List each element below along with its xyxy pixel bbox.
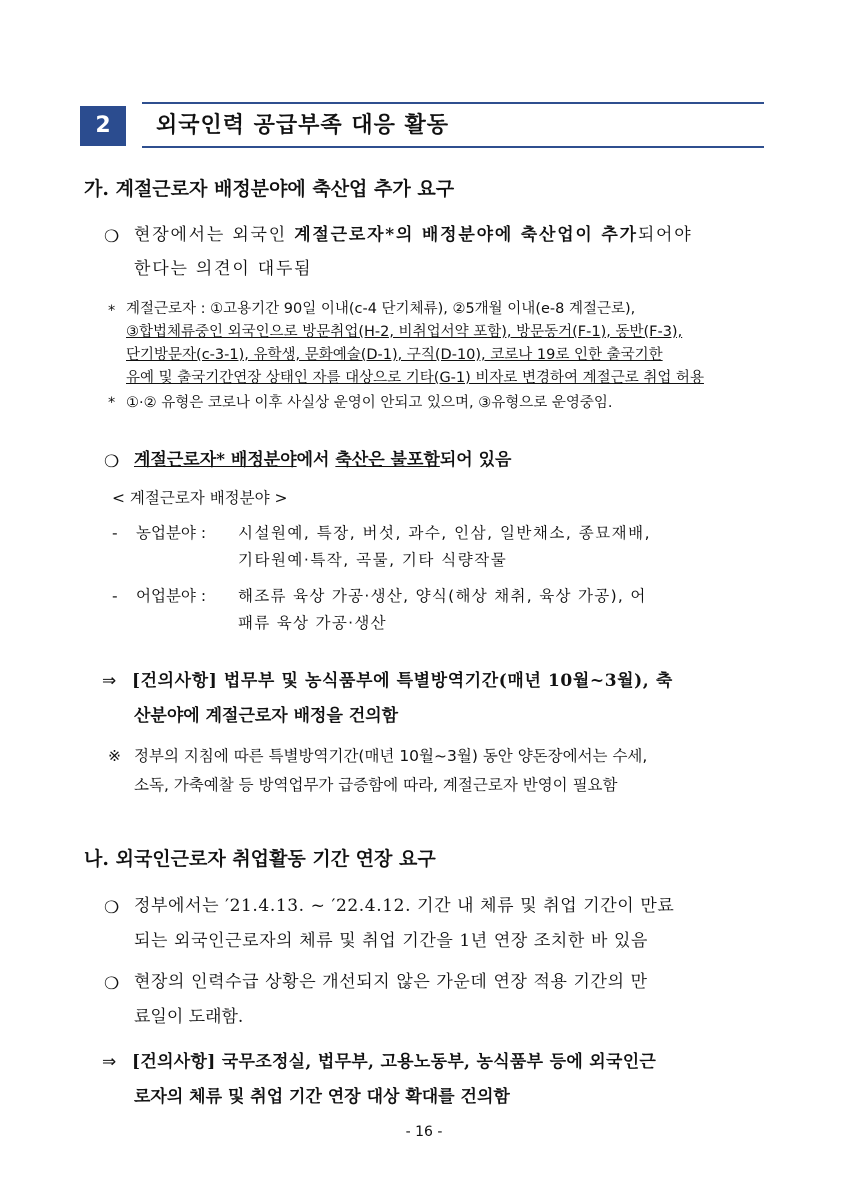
agri-label: 농업분야 : xyxy=(136,524,207,542)
page-number: - 16 - xyxy=(405,1124,443,1140)
para-a2-bold2: 축산은 불포함 xyxy=(335,450,440,470)
para-b1-line1: 정부에서는 ′21.4.13. ~ ′22.4.12. 기간 내 체류 및 취업 기간이 만료 xyxy=(134,896,675,916)
para-b2-line2: 료일이 도래함. xyxy=(134,1007,244,1027)
para-a2 xyxy=(134,447,511,473)
circle-bullet-icon: ❍ xyxy=(104,898,120,918)
fish-dash: - xyxy=(112,587,118,605)
suggest-b-text: 국무조정실, 법무부, 고용노동부, 농식품부 등에 외국인근 xyxy=(215,1052,657,1072)
section-header xyxy=(80,102,764,148)
circle-bullet-icon: ❍ xyxy=(104,227,120,247)
arrow-icon: ⇒ xyxy=(102,1052,117,1072)
section-number: 2 xyxy=(80,106,126,146)
suggest-tag: [건의사항] xyxy=(132,671,218,691)
agri-line2: 기타원예·특작, 곡물, 기타 식량작물 xyxy=(238,551,508,569)
circle-bullet-icon: ❍ xyxy=(104,452,120,472)
subsection-b-heading: 나. 외국인근로자 취업활동 기간 연장 요구 xyxy=(84,848,436,870)
subsection-a-heading: 가. 계절근로자 배정분야에 축산업 추가 요구 xyxy=(84,178,455,200)
note2-marker: * xyxy=(108,395,116,411)
para-a2-bold1: 계절근로자* 배정분야 xyxy=(134,450,297,470)
circle-bullet-icon: ❍ xyxy=(104,974,120,994)
note1-marker: * xyxy=(108,303,116,319)
fish-line2: 패류 육상 가공·생산 xyxy=(238,614,387,632)
para-a1-tail: 되어야 xyxy=(637,225,693,245)
suggest-b-line1 xyxy=(132,1049,656,1075)
para-a1-line1 xyxy=(134,222,692,248)
remark-mark: ※ xyxy=(108,747,121,765)
para-a2-tail: 되어 있음 xyxy=(439,450,512,470)
para-b1-line2: 되는 외국인근로자의 체류 및 취업 기간을 1년 연장 조치한 바 있음 xyxy=(134,931,649,951)
section-title: 외국인력 공급부족 대응 활동 xyxy=(156,113,450,138)
note1-line2: ③합법체류중인 외국인으로 방문취업(H-2, 비취업서약 포함), 방문동거(F-1), 동반(F-3), xyxy=(126,324,683,340)
note1-line1: 계절근로자 : ①고용기간 90일 이내(c-4 단기체류), ②5개월 이내(e-8 계절근로), xyxy=(126,301,636,317)
header-top-rule xyxy=(142,102,764,104)
arrow-icon: ⇒ xyxy=(102,671,117,691)
suggest-a-line1 xyxy=(132,668,673,694)
note1-line4: 유예 및 출국기간연장 상태인 자를 대상으로 기타(G-1) 비자로 변경하여 계절근로 취업 허용 xyxy=(126,370,704,386)
remark-line2: 소독, 가축예찰 등 방역업무가 급증함에 따라, 계절근로자 반영이 필요함 xyxy=(134,776,618,794)
para-a1-bold: 계절근로자*의 배정분야에 축산업이 추가 xyxy=(294,225,638,245)
remark-line1: 정부의 지침에 따른 특별방역기간(매년 10월~3월) 동안 양돈장에서는 수세, xyxy=(134,747,648,765)
agri-dash: - xyxy=(112,524,118,542)
para-a1-text: 현장에서는 외국인 xyxy=(134,225,295,245)
para-b2-line1: 현장의 인력수급 상황은 개선되지 않은 가운데 연장 적용 기간의 만 xyxy=(134,972,648,992)
note2-text: ①·② 유형은 코로나 이후 사실상 운영이 안되고 있으며, ③유형으로 운영중임. xyxy=(126,395,613,411)
header-bottom-rule xyxy=(142,146,764,148)
note1-line3: 단기방문자(c-3-1), 유학생, 문화예술(D-1), 구직(D-10), 코로나 19로 인한 출국기한 xyxy=(126,347,663,363)
fish-label: 어업분야 : xyxy=(136,587,207,605)
para-a1-line2: 한다는 의견이 대두됨 xyxy=(134,259,313,279)
list-title: < 계절근로자 배정분야 > xyxy=(112,489,288,507)
para-a2-mid: 에서 xyxy=(296,450,336,470)
suggest-a-line2: 산분야에 계절근로자 배정을 건의함 xyxy=(134,706,399,726)
suggest-b-line2: 로자의 체류 및 취업 기간 연장 대상 확대를 건의함 xyxy=(134,1087,510,1107)
suggest-tag: [건의사항] xyxy=(132,1052,216,1072)
agri-line1: 시설원예, 특장, 버섯, 과수, 인삼, 일반채소, 종묘재배, xyxy=(238,524,652,542)
suggest-a-text: 법무부 및 농식품부에 특별방역기간(매년 10월~3월), 축 xyxy=(217,671,673,691)
fish-line1: 해조류 육상 가공·생산, 양식(해상 채취, 육상 가공), 어 xyxy=(238,587,647,605)
